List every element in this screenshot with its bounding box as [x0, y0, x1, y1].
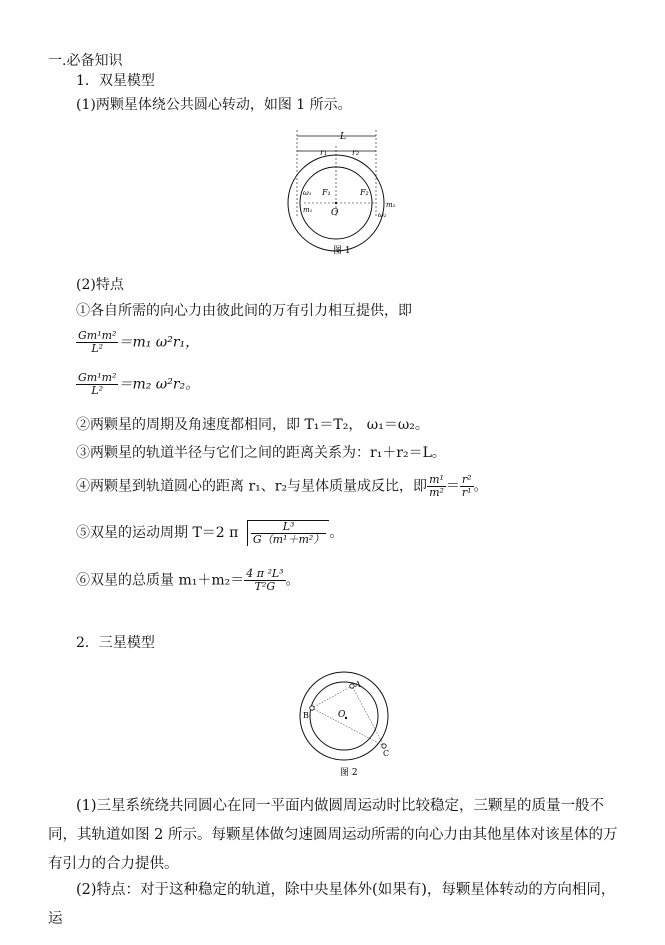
- figure-1: [290, 128, 400, 263]
- point2-text: ②两颗星的周期及角速度都相同，即 T₁＝T₂， ω₁＝ω₂。: [76, 417, 429, 433]
- label-O2: O: [338, 710, 346, 720]
- triangle: [312, 686, 384, 746]
- eq1-rhs: ＝m₁ ω²r₁，: [118, 334, 200, 351]
- fig1-caption: 图 1: [333, 246, 351, 256]
- p5-den: G（m¹＋m²）: [252, 533, 325, 546]
- star-A: [350, 684, 354, 688]
- label-L: L: [340, 132, 346, 142]
- p4-den2: r¹: [461, 486, 472, 499]
- label-w2: ω₂: [378, 211, 387, 219]
- label-C: C: [383, 749, 390, 758]
- item1-text: (1)两颗星体绕公共圆心转动，如图 1 所示。: [76, 97, 352, 113]
- p4-num2: r²: [461, 473, 472, 486]
- item2-text: (2)特点: [76, 277, 124, 293]
- label-A: A: [355, 680, 361, 689]
- p4-num: m¹: [429, 473, 444, 486]
- point3-text: ③两颗星的轨道半径与它们之间的距离关系为：r₁＋r₂＝L。: [76, 445, 446, 461]
- p6-den: T²G: [254, 580, 276, 593]
- p4-den: m²: [429, 486, 444, 499]
- point6-text: ⑥双星的总质量 m₁＋m₂＝: [76, 572, 245, 589]
- p6-num: 4 π ²L³: [246, 567, 284, 580]
- label-r1: r₁: [320, 148, 328, 157]
- eq2-num: Gm¹m²: [78, 371, 117, 384]
- equation-2: [76, 372, 199, 397]
- sqrt-symbol: [247, 520, 329, 546]
- section2-title: 2．三星模型: [76, 635, 155, 651]
- p5-num: L³: [251, 521, 326, 534]
- point4: [76, 474, 488, 499]
- eq2-den: L²: [91, 384, 104, 397]
- center-dot: [335, 202, 337, 204]
- point6: [76, 568, 300, 593]
- p6-end: 。: [285, 572, 300, 589]
- label-F2: F₂: [360, 188, 369, 197]
- eq1-den: L²: [91, 342, 104, 355]
- p5-end: 。: [329, 525, 344, 541]
- equation-1: [76, 330, 199, 355]
- label-r2: r₂: [352, 148, 360, 157]
- label-m2: m₂: [386, 201, 396, 209]
- label-F1: F₁: [322, 188, 331, 197]
- heading: 一.必备知识: [48, 53, 123, 69]
- label-B: B: [303, 711, 309, 720]
- label-m1: m₁: [303, 206, 313, 214]
- paragraph-1: (1)三星系统绕共同圆心在同一平面内做圆周运动时比较稳定，三颗星的质量一般不同，其轨道如图 2 所示。每颗星体做匀速圆周运动所需的向心力由其他星体对该星体的万有引力的合力提供。: [48, 798, 618, 872]
- fig2-caption: 图 2: [340, 768, 358, 778]
- star-C: [382, 744, 386, 748]
- point5: [76, 520, 343, 546]
- label-O: O: [331, 208, 339, 218]
- point5-text: ⑤双星的运动周期 T＝2 π: [76, 525, 239, 541]
- figure-2: [296, 672, 400, 780]
- p4-mid: ＝: [445, 478, 460, 495]
- section1-title: 1．双星模型: [76, 73, 155, 89]
- eq2-rhs: ＝m₂ ω²r₂。: [118, 376, 200, 393]
- p4-end: 。: [473, 478, 488, 495]
- eq1-num: Gm¹m²: [78, 329, 117, 342]
- label-w1: ω₁: [303, 189, 312, 197]
- point1-text: ①各自所需的向心力由彼此间的万有引力相互提供，即: [76, 303, 412, 319]
- star-B: [310, 706, 314, 710]
- point4-text: ④两颗星到轨道圆心的距离 r₁、r₂与星体质量成反比，即: [76, 478, 428, 495]
- paragraph-2: (2)特点：对于这种稳定的轨道，除中央星体外(如果有)，每颗星体转动的方向相同，运: [48, 882, 616, 927]
